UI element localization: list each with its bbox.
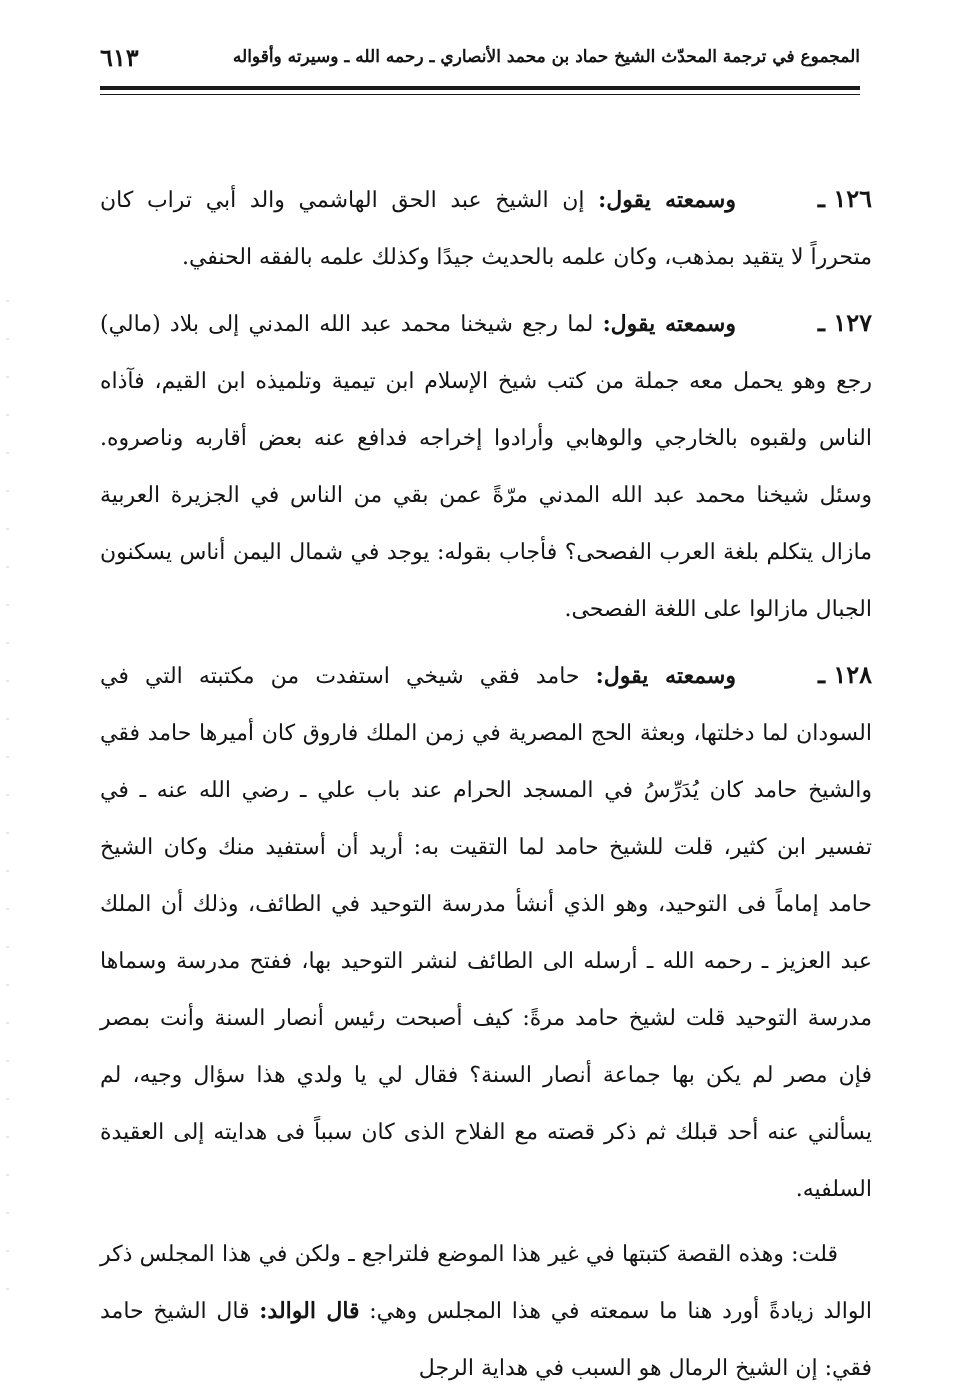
entry-127 xyxy=(100,294,872,638)
entry-text: حامد فقي شيخي استفدت من مكتبته التي في السودان لما دخلتها، وبعثة الحج المصرية في زمن الملك فاروق كان أميرها حامد فقي والشيخ حامد كان يُدَرِّسُ في المسجد الحرام عند باب علي ـ رضي الله عنه ـ في تفسير ابن كثير، قلت للشيخ حامد لما التقيت به: أريد أن أستفيد منك وكان الشيخ حامد إماماً فى التوحيد، وهو الذي أنشأ مدرسة التوحيد في الطائف، وذلك أن الملك عبد العزيز ـ رحمه الله ـ أرسله الى الطائف لنشر التوحيد بها، ففتح مدرسة وسماها مدرسة التوحيد قلت لشيخ حامد مرةً: كيف أصبحت رئيس أنصار السنة وأنت بمصر فإن مصر لم يكن بها جماعة أنصار السنة؟ فقال لي يا ولدي هذا سؤال وجيه، لم يسألني عنه أحد قبلك ثم ذكر قصته مع الفلاح الذى كان سبباً فى هدايته إلى العقيدة السلفيه. xyxy=(100,664,872,1202)
note-bold-phrase: قال الوالد: xyxy=(259,1298,360,1324)
header-rule-thin xyxy=(100,94,860,95)
page-header xyxy=(100,40,860,74)
entry-number: ١٢٨ ـ xyxy=(817,660,872,689)
entry-number: ١٢٧ ـ xyxy=(817,308,872,337)
entry-126 xyxy=(100,170,872,286)
running-title: المجموع في ترجمة المحدّث الشيخ حماد بن محمد الأنصاري ـ رحمه الله ـ وسيرته وأقواله xyxy=(232,47,860,67)
body-text xyxy=(100,170,872,1397)
author-note xyxy=(100,1226,872,1397)
note-text-after: قال الشيخ حامد فقي: إن الشيخ الرمال هو السبب في هداية الرجل xyxy=(100,1299,872,1381)
page-number: ٦١٣ xyxy=(100,42,139,72)
entry-128 xyxy=(100,646,872,1218)
header-rule-thick xyxy=(100,86,860,90)
scan-edge-marks xyxy=(6,300,9,1300)
entry-number: ١٢٦ ـ xyxy=(817,184,872,213)
entry-lead: وسمعته يقول: xyxy=(602,311,736,337)
entry-lead: وسمعته يقول: xyxy=(598,187,736,213)
entry-text: إن الشيخ عبد الحق الهاشمي والد أبي تراب كان متحرراً لا يتقيد بمذهب، وكان علمه بالحديث جيدًا وكذلك علمه بالفقه الحنفي. xyxy=(100,188,872,270)
note-text-before: قلت: وهذه القصة كتبتها في غير هذا الموضع فلتراجع ـ ولكن في هذا المجلس ذكر الوالد زيادةً أورد هنا ما سمعته في هذا المجلس وهي: xyxy=(100,1242,872,1324)
entry-text: لما رجع شيخنا محمد عبد الله المدني إلى بلاد (مالي) رجع وهو يحمل معه جملة من كتب شيخ الإسلام ابن تيمية وتلميذه ابن القيم، فآذاه الناس ولقبوه بالخارجي والوهابي وأرادوا إخراجه فدافع عنه بعض أقاربه وناصروه. وسئل شيخنا محمد عبد الله المدني مرّةً عمن بقي من الناس في الجزيرة العربية مازال يتكلم بلغة العرب الفصحى؟ فأجاب بقوله: يوجد في شمال اليمن أناس يسكنون الجبال مازالوا على اللغة الفصحى. xyxy=(100,312,872,622)
entry-lead: وسمعته يقول: xyxy=(595,663,736,689)
